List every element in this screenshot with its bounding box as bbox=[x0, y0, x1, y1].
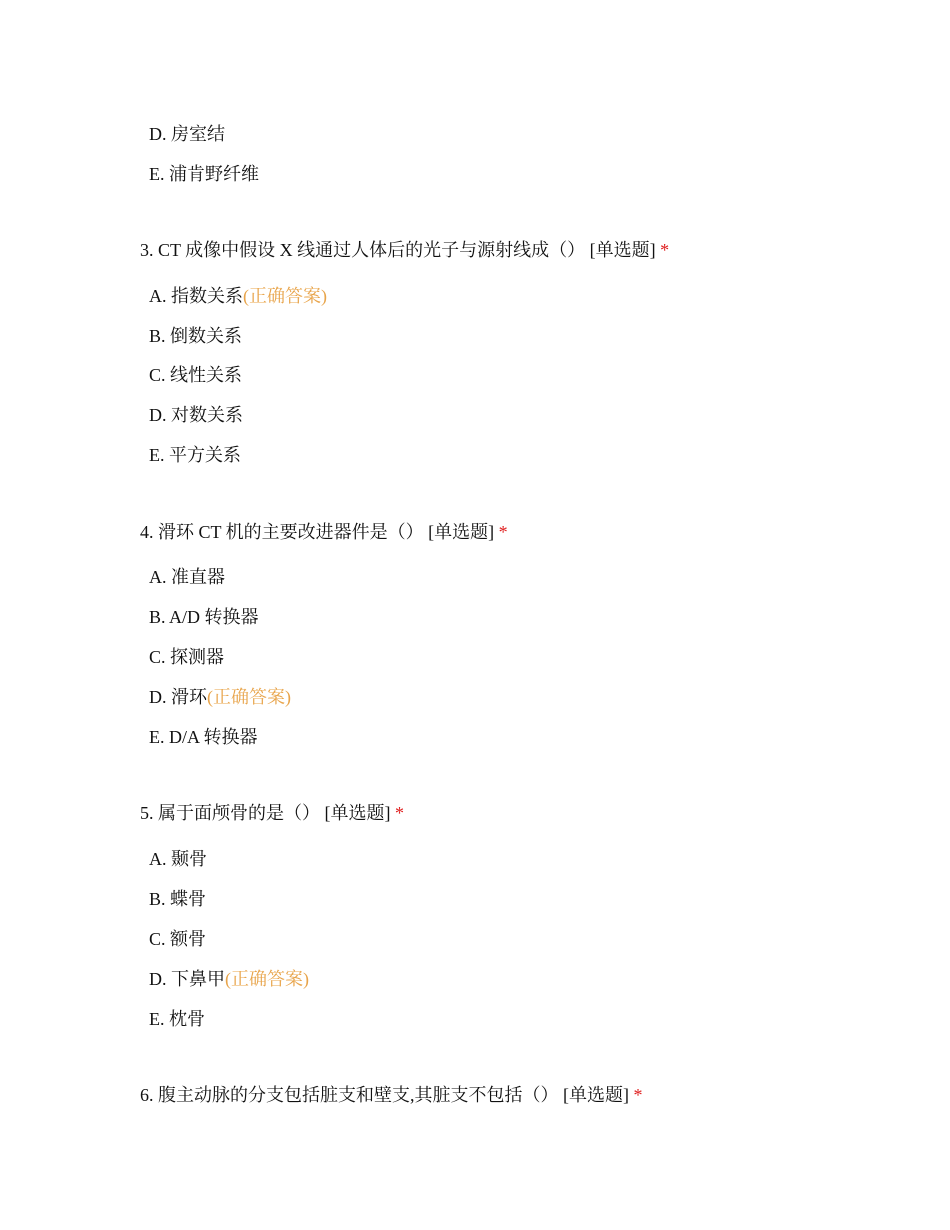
option-item bbox=[149, 725, 258, 749]
option-label: E. 枕骨 bbox=[149, 1009, 205, 1029]
question-text: 4. 滑环 CT 机的主要改进器件是（） [单选题] bbox=[140, 522, 495, 542]
option-label: D. 对数关系 bbox=[149, 405, 243, 425]
option-label: A. 颞骨 bbox=[149, 849, 207, 869]
required-mark: * bbox=[660, 240, 670, 260]
option-item bbox=[149, 122, 225, 146]
option-label: A. 指数关系 bbox=[149, 286, 243, 306]
option-label: E. 平方关系 bbox=[149, 445, 241, 465]
option-item bbox=[149, 565, 225, 589]
required-mark: * bbox=[633, 1085, 643, 1105]
option-label: B. 倒数关系 bbox=[149, 326, 243, 346]
option-label: D. 下鼻甲 bbox=[149, 969, 225, 989]
option-item bbox=[149, 967, 309, 991]
option-label: E. 浦肯野纤维 bbox=[149, 164, 259, 184]
option-item bbox=[149, 927, 206, 951]
option-item bbox=[149, 443, 241, 467]
question-title bbox=[140, 801, 404, 825]
option-label: D. 滑环 bbox=[149, 687, 207, 707]
option-item bbox=[149, 887, 206, 911]
correct-answer-tag: (正确答案) bbox=[207, 687, 291, 707]
option-item bbox=[149, 363, 242, 387]
question-title bbox=[140, 238, 669, 262]
option-item bbox=[149, 403, 243, 427]
option-label: E. D/A 转换器 bbox=[149, 727, 258, 747]
question-text: 3. CT 成像中假设 X 线通过人体后的光子与源射线成（） [单选题] bbox=[140, 240, 656, 260]
option-item bbox=[149, 645, 224, 669]
option-item bbox=[149, 1007, 205, 1031]
option-label: C. 额骨 bbox=[149, 929, 207, 949]
question-text: 5. 属于面颅骨的是（） [单选题] bbox=[140, 803, 391, 823]
required-mark: * bbox=[395, 803, 404, 823]
option-item bbox=[149, 284, 327, 308]
option-label: B. 蝶骨 bbox=[149, 889, 207, 909]
required-mark: * bbox=[498, 522, 508, 542]
option-label: A. 准直器 bbox=[149, 567, 225, 587]
option-item bbox=[149, 324, 242, 348]
option-item bbox=[149, 162, 259, 186]
question-text: 6. 腹主动脉的分支包括脏支和壁支,其脏支不包括（） [单选题] bbox=[140, 1085, 629, 1105]
option-item bbox=[149, 685, 291, 709]
question-title bbox=[140, 520, 508, 544]
correct-answer-tag: (正确答案) bbox=[243, 286, 327, 306]
option-label: C. 探测器 bbox=[149, 647, 225, 667]
option-label: B. A/D 转换器 bbox=[149, 607, 259, 627]
option-label: C. 线性关系 bbox=[149, 365, 243, 385]
question-title bbox=[140, 1083, 643, 1107]
option-item bbox=[149, 605, 259, 629]
correct-answer-tag: (正确答案) bbox=[225, 969, 309, 989]
option-item bbox=[149, 847, 207, 871]
option-label: D. 房室结 bbox=[149, 124, 225, 144]
